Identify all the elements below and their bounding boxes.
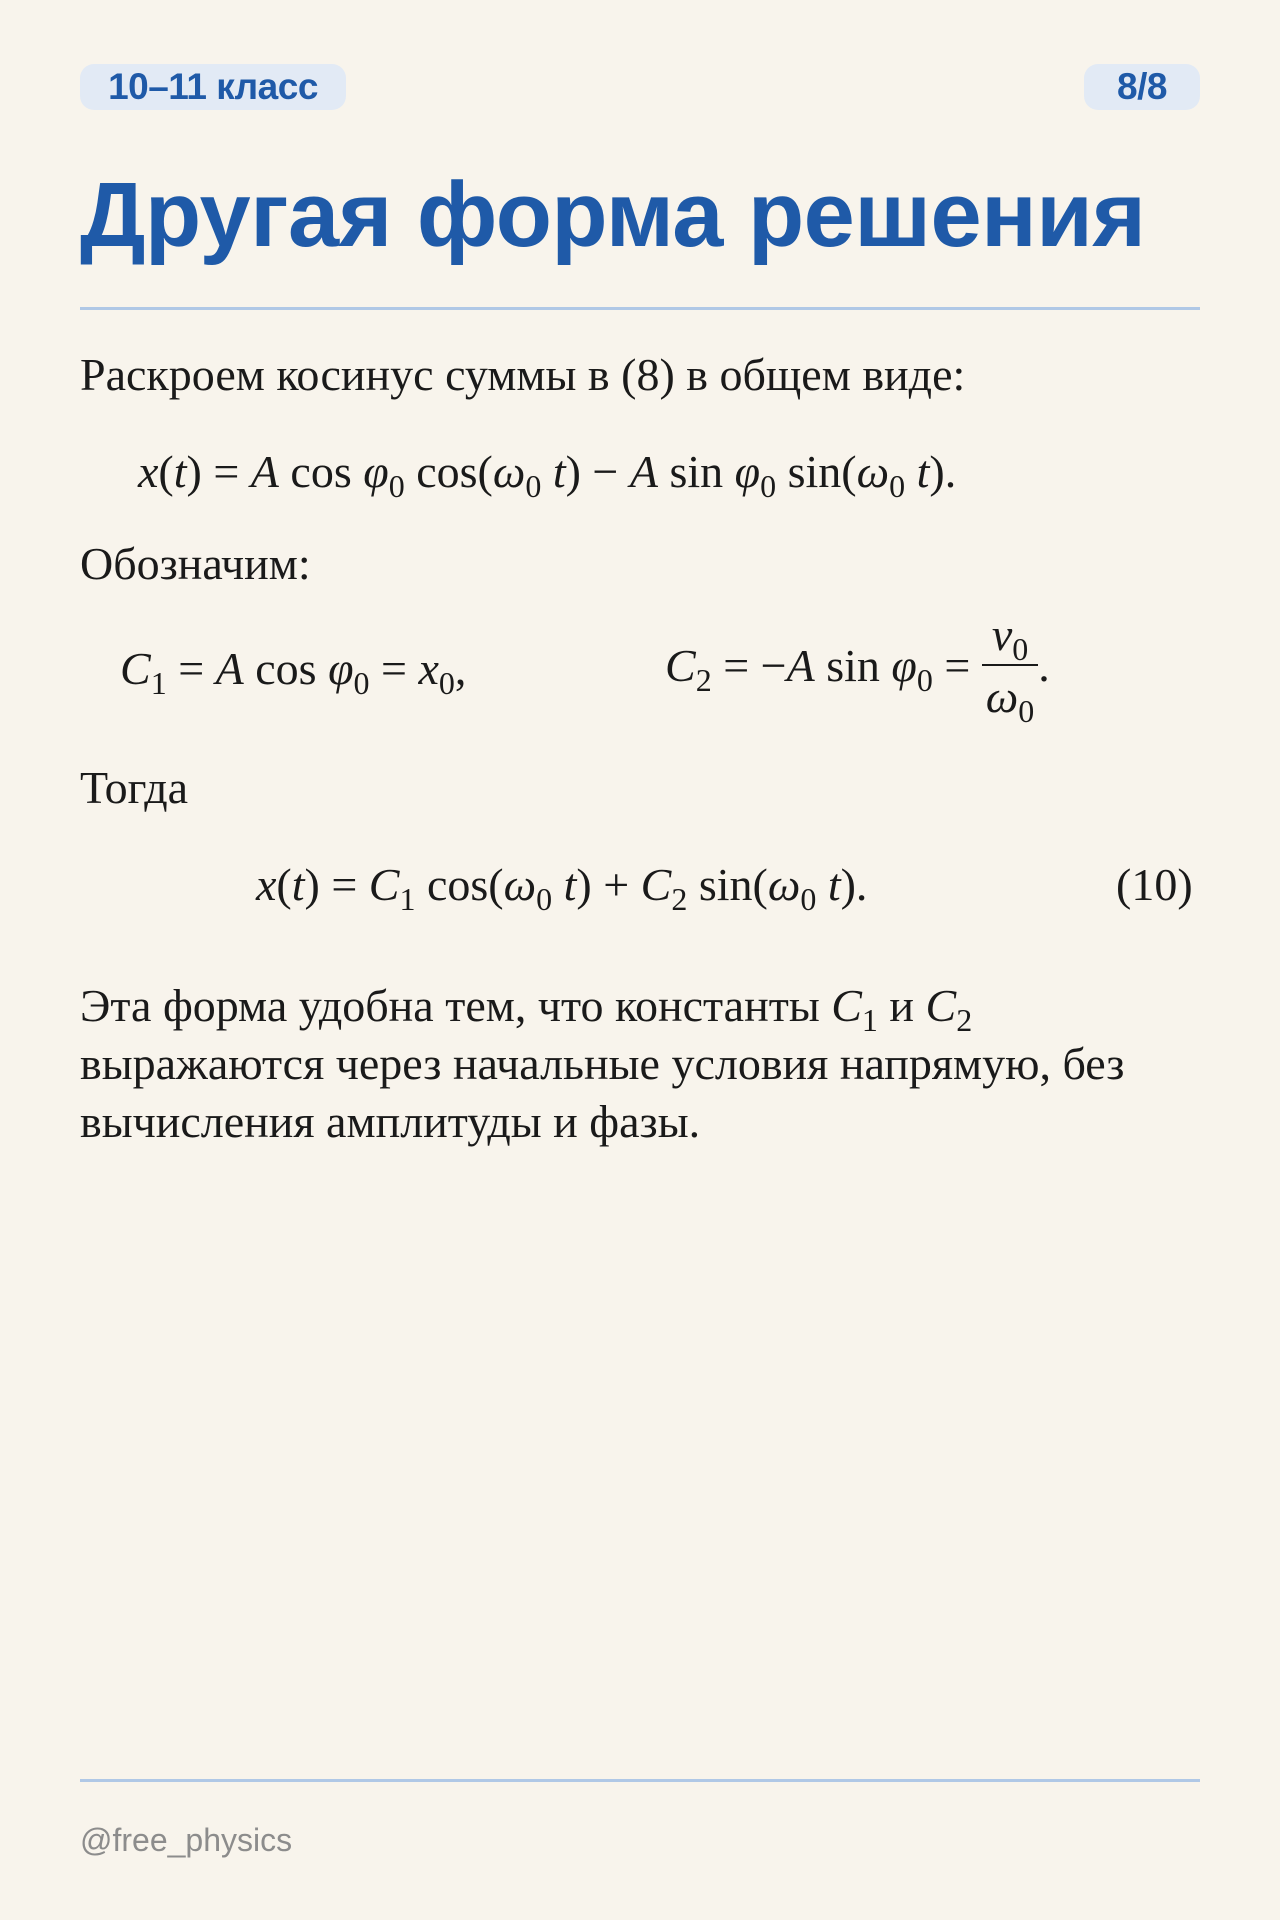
equation-c2-definition: $C_2 = -A$ $\sin \varphi_0$ = $\frac{v_0}{\omega_0}$ . — [665, 609, 1050, 729]
page-counter-badge: 8/8 — [1084, 64, 1200, 110]
paragraph-then: Тогда — [80, 762, 189, 813]
fraction-v0-over-omega0: $\frac{v_0}{\omega_0}$ — [982, 612, 1038, 720]
equation-c1-definition: $C_1 = A$ $\cos \varphi_0 = x_0$, — [120, 643, 467, 701]
paragraph-conclusion: Эта форма удобна тем, что константы $C_1$ и $C_2$ выражаются через начальные условия напрямую, без вычисления амплитуды и фазы. — [80, 980, 1125, 1147]
grade-badge: 10–11 класс — [80, 64, 346, 110]
conclusion-and: и — [889, 980, 915, 1031]
footer-divider — [80, 1779, 1200, 1782]
title-divider — [80, 307, 1200, 310]
paragraph-intro: Раскроем косинус суммы в (8) в общем виде: — [80, 349, 966, 400]
conclusion-text-2: выражаются через начальные условия напрямую, без вычисления амплитуды и фазы. — [80, 1038, 1125, 1147]
footer-handle: @free_physics — [80, 1822, 293, 1858]
conclusion-text-1: Эта форма удобна тем, что константы — [80, 980, 820, 1031]
equation-number: (10) — [1116, 859, 1193, 910]
paragraph-denote: Обозначим: — [80, 538, 311, 589]
equation-expanded-cosine: x(t) = A $\cos \varphi_0$ $\cos(\omega_0$ t) − A $\sin \varphi_0$ $\sin(\omega_0$ t). — [138, 446, 957, 504]
equation-general-solution: $x(t) = C_1$ $\cos(\omega_0$ $t) + C_2$ $\sin(\omega_0$ t). — [256, 859, 868, 917]
page-title: Другая форма решения — [80, 164, 1146, 266]
